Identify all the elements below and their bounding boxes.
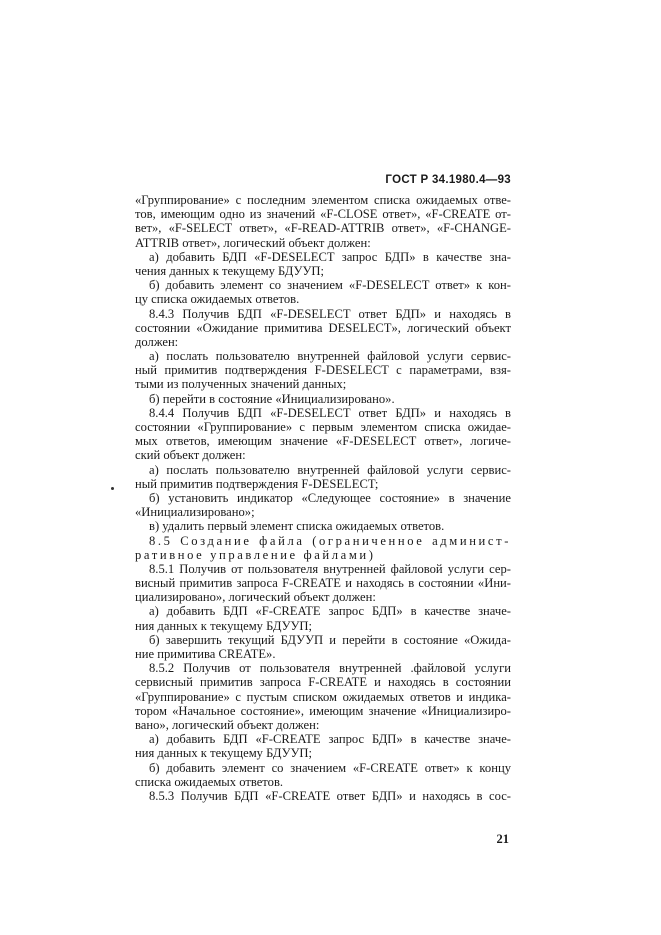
text-line: б) перейти в состояние «Инициализировано». [149,391,395,406]
text-line: ный примитив подтверждения F-DESELECT; [135,476,379,491]
text-line: а) послать пользователю внутренней файловой услуги сервис- [149,462,511,477]
text-line: чения данных к текущему БДУУП; [135,263,324,278]
text-line: циализировано», логический объект должен: [135,590,376,605]
text-line: сервисный примитив запроса F-CREATE и находясь в состоянии [135,675,511,690]
document-header: ГОСТ Р 34.1980.4—93 [385,174,511,186]
text-line: а) добавить БДП «F-DESELECT запрос БДП» в качестве зна- [149,249,511,264]
text-line: 8.5 Создание файла (ограниченное админист- [149,533,511,548]
text-line: 8.5.2 Получив от пользователя внутренней .файловой услуги [149,661,511,676]
text-line: вет», «F-SELECT ответ», «F-READ-ATTRIB ответ», «F-CHANGE- [135,221,511,236]
text-line: состоянии «Ожидание примитива DESELECT», логический объект [135,320,511,335]
text-line: а) добавить БДП «F-CREATE запрос БДП» в качестве значе- [149,604,511,619]
text-line: ATTRIB ответ», логический объект должен: [135,235,371,250]
text-line: мых ответов, имеющим значение «F-DESELECT ответ», логиче- [135,434,511,449]
text-line: ный примитив подтверждения F-DESELECT с параметрами, взя- [135,363,511,378]
text-line: 8.5.1 Получив от пользователя внутренней файловой услуги сер- [149,561,511,576]
text-line: б) добавить элемент со значением «F-CREATE ответ» к концу [149,760,511,775]
text-line: должен: [135,334,179,349]
text-line: висный примитив запроса F-CREATE и находясь в состоянии «Ини- [135,576,511,591]
document-body [135,193,511,803]
text-line: б) установить индикатор «Следующее состояние» в значение [149,490,511,505]
text-line: тором «Начальное состояние», имеющим значение «Инициализиро- [135,703,511,718]
text-line: тыми из полученных значений данных; [135,377,347,392]
text-line: «Группирование» с последним элементом списка ожидаемых отве- [135,193,511,207]
text-line: 8.5.3 Получив БДП «F-CREATE ответ БДП» и находясь в сос- [149,788,511,803]
text-line: а) послать пользователю внутренней файловой услуги сервис- [149,349,511,364]
text-line: ния данных к текущему БДУУП; [135,746,313,761]
text-line: ние примитива CREATE». [135,647,276,661]
text-line: списка ожидаемых ответов. [135,774,284,789]
text-line: ративное управление файлами) [135,547,376,562]
text-line: а) добавить БДП «F-CREATE запрос БДП» в качестве значе- [149,732,511,747]
text-line: 8.4.4 Получив БДП «F-DESELECT ответ БДП» и находясь в [149,405,511,420]
text-line: вано», логический объект должен: [135,717,320,732]
text-line: «Группирование» с пустым списком ожидаемых ответов и индика- [135,689,511,704]
text-line: цу списка ожидаемых ответов. [135,292,300,307]
text-line: состоянии «Группирование» с первым элементом списка ожидае- [135,420,511,434]
text-line: ния данных к текущему БДУУП; [135,618,313,633]
text-line: б) завершить текущий БДУУП и перейти в состояние «Ожида- [149,632,511,647]
text-line: «Инициализировано»; [135,505,255,520]
text-line: б) добавить элемент со значением «F-DESELECT ответ» к кон- [149,278,511,293]
scan-speck [111,487,114,490]
text-line: 8.4.3 Получив БДП «F-DESELECT ответ БДП» и находясь в [149,306,511,321]
text-line: тов, имеющим одно из значений «F-CLOSE ответ», «F-CREATE от- [135,207,511,222]
text-line: в) удалить первый элемент списка ожидаемых ответов. [149,519,445,534]
text-line: ский объект должен: [135,448,246,463]
page-number: 21 [496,832,509,846]
